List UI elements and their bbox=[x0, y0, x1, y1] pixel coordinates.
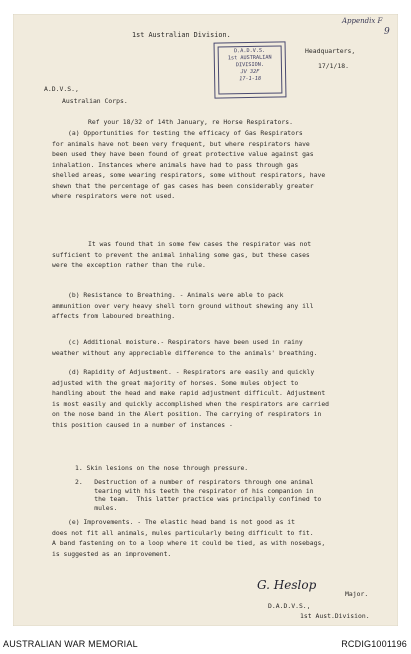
stamp-date: 17-1-18 bbox=[239, 75, 262, 83]
recipient-line-1: A.D.V.S., bbox=[44, 85, 79, 93]
text-line: 1. Skin lesions on the nose through pressure. bbox=[75, 464, 249, 472]
text-line: 2. Destruction of a number of respirators through one animal bbox=[75, 478, 314, 486]
paragraph-a bbox=[52, 128, 384, 202]
page-number: 9 bbox=[384, 27, 390, 37]
text-line: this position caused in a number of instances - bbox=[52, 420, 233, 429]
text-line: ammunition over very heavy shell torn ground without shewing any ill bbox=[52, 301, 314, 310]
text-line: tearing with his teeth the respirator of his companion in bbox=[75, 486, 314, 495]
stamp-line-2: 1st AUSTRALIAN bbox=[227, 54, 272, 62]
letter-date: 17/1/18. bbox=[318, 62, 349, 70]
text-line: (d) Rapidity of Adjustment. - Respirators are easily and quickly bbox=[68, 368, 315, 376]
footer-record-id: RCDIG1001196 bbox=[341, 639, 407, 649]
stamp-ref: JV 32F bbox=[240, 68, 260, 76]
text-line: is most easily and quickly accomplished when the respirators are carried bbox=[52, 399, 330, 408]
paragraph-b bbox=[52, 290, 384, 322]
text-line: the team. This latter practice was principally confined to bbox=[75, 495, 322, 504]
text-line: been used they have been found of great protective value against gas bbox=[52, 150, 314, 158]
text-line: does not fit all animals, mules particularly being difficult to fit. bbox=[52, 528, 314, 537]
signature-rank: Major. bbox=[345, 590, 369, 598]
text-line: adjusted with the great majority of horses. Some mules object to bbox=[52, 378, 299, 387]
paragraph-gas-exception bbox=[52, 239, 384, 271]
text-line: shewn that the percentage of gas cases has been considerably greater bbox=[52, 181, 314, 190]
footer-archive-name: AUSTRALIAN WAR MEMORIAL bbox=[3, 639, 138, 649]
list-item-2 bbox=[75, 478, 375, 512]
text-line: A band fastening on to a loop where it could be tied, as with nosebags, bbox=[52, 539, 326, 547]
text-line: mules. bbox=[75, 503, 118, 512]
text-line: handling about the head and make rapid adjustment difficult. Adjustment bbox=[52, 389, 326, 397]
signature: G. Heslop bbox=[257, 578, 317, 592]
text-line: for animals have not been very frequent, but where respirators have bbox=[52, 139, 310, 148]
reference-line: Ref your 18/32 of 14th January, re Horse Respirators. bbox=[88, 118, 293, 126]
signature-unit: 1st Aust.Division. bbox=[300, 612, 370, 620]
text-line: sufficient to prevent the animal inhaling some gas, but these cases bbox=[52, 250, 310, 259]
text-line: were the exception rather than the rule. bbox=[52, 261, 206, 269]
text-line: where respirators were not used. bbox=[52, 192, 176, 200]
stamp-border bbox=[218, 45, 283, 94]
text-line: (e) Improvements. - The elastic head band is not good as it bbox=[68, 518, 296, 526]
recipient-line-2: Australian Corps. bbox=[62, 97, 128, 105]
signature-title: D.A.D.V.S., bbox=[268, 602, 311, 610]
text-line: It was found that in some few cases the respirator was not bbox=[88, 240, 312, 248]
stamp-line-3: DIVISION. bbox=[235, 61, 265, 69]
stamp-line-1: D.A.D.V.S. bbox=[233, 47, 266, 55]
list-item-1 bbox=[75, 463, 407, 474]
received-stamp bbox=[214, 41, 287, 98]
division-heading: 1st Australian Division. bbox=[132, 31, 231, 39]
text-line: (a) Opportunities for testing the efficacy of Gas Respirators bbox=[68, 129, 303, 137]
paragraph-e bbox=[52, 517, 384, 559]
text-line: affects from laboured breathing. bbox=[52, 312, 176, 320]
text-line: shelled areas, some wearing respirators, some without respirators, have bbox=[52, 171, 326, 179]
headquarters-label: Headquarters, bbox=[305, 47, 356, 55]
text-line: weather without any appreciable difference to the animals' breathing. bbox=[52, 348, 318, 357]
text-line: inhalation. Instances where animals have had to pass through gas bbox=[52, 160, 299, 169]
appendix-note: Appendix F bbox=[342, 17, 383, 25]
paragraph-c bbox=[52, 337, 384, 358]
paragraph-d bbox=[52, 367, 384, 430]
text-line: is suggested as an improvement. bbox=[52, 549, 172, 558]
text-line: on the nose band in the Alert position. The carrying of respirators in bbox=[52, 410, 322, 418]
text-line: (b) Resistance to Breathing. - Animals were able to pack bbox=[68, 291, 284, 299]
text-line: (c) Additional moisture.- Respirators have been used in rainy bbox=[68, 338, 303, 346]
